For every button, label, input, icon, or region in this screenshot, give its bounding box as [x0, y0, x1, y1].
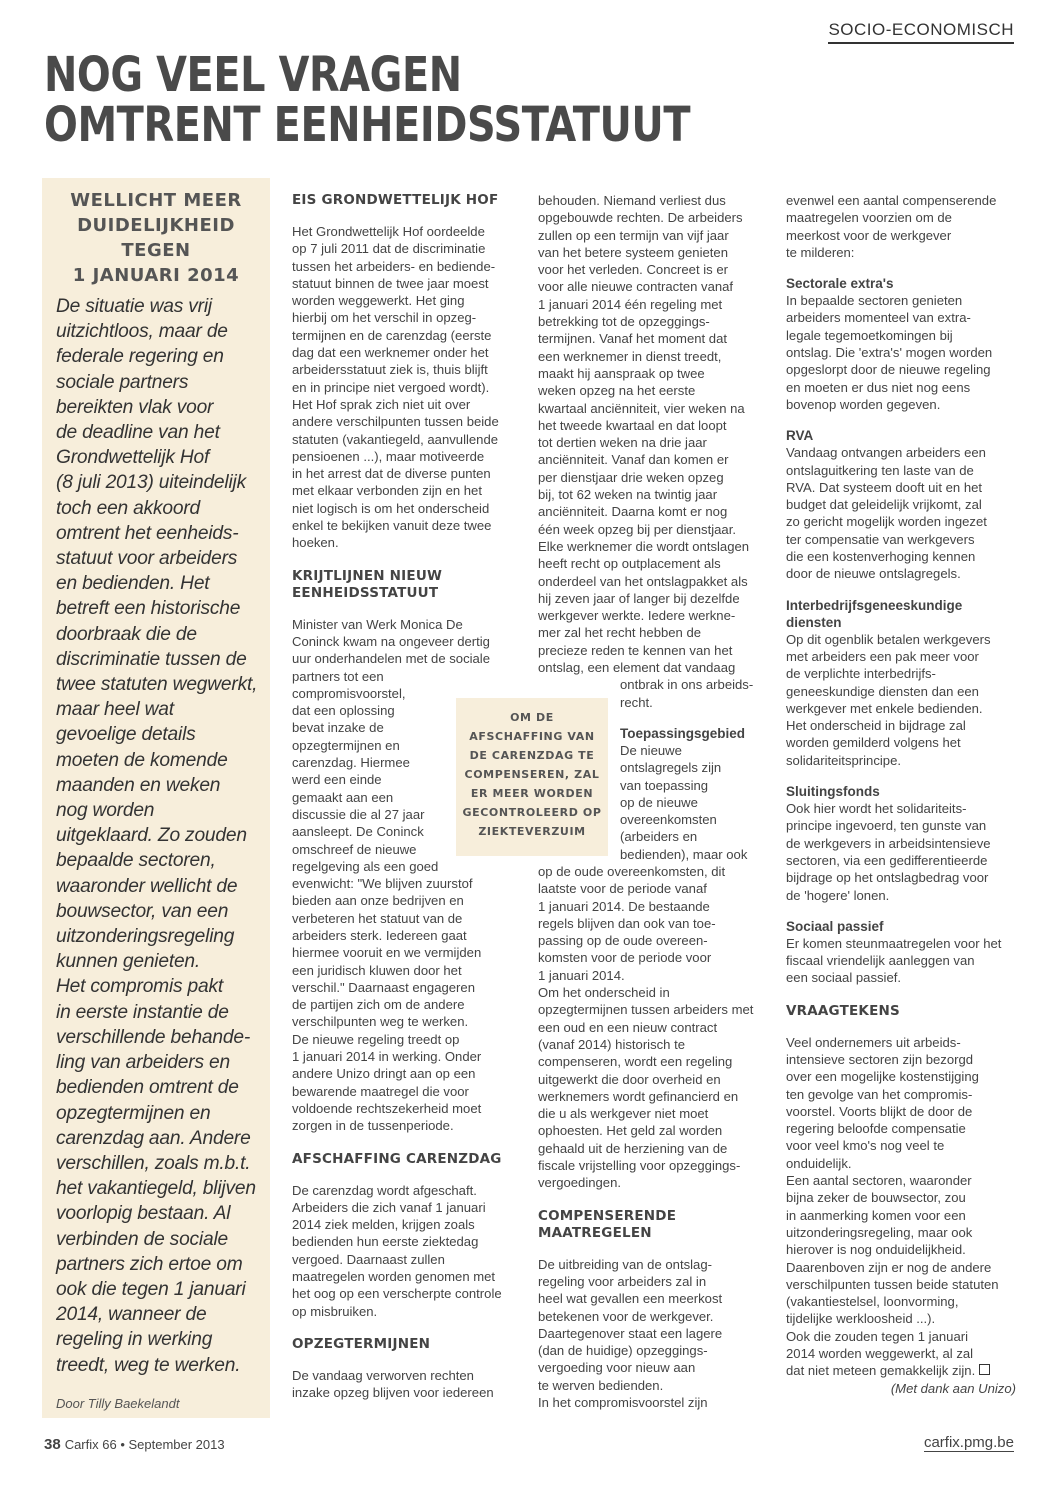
paragraph-compenserende-line: (dan de huidige) opzeggings- [538, 1343, 708, 1359]
paragraph-sluitingsfonds-line: Ook hier wordt het solidariteits- [786, 801, 967, 817]
sidebar-body-line: doorbraak die de [56, 623, 197, 645]
paragraph-opzeg-continued-line: zullen op een termijn van vijf jaar [538, 227, 729, 243]
paragraph-toepassing-line: 1 januari 2014. [538, 967, 625, 983]
paragraph-sectorale-line: opgeslorpt door de nieuwe regeling [786, 362, 991, 378]
headline-line-1: NOG VEEL VRAGEN [44, 47, 462, 103]
heading-inter-line-2: diensten [786, 614, 842, 630]
heading-compens-line-2: MAATREGELEN [538, 1224, 652, 1241]
sidebar-body-line: gevoelige details [56, 724, 196, 746]
paragraph-sectorale-line: arbeiders momenteel van extra- [786, 310, 971, 326]
paragraph-krijtlijnen-line: verschilpunten weg te werken. [292, 1014, 469, 1030]
paragraph-grondwet-line: pensioenen ...), maar motiveerde [292, 448, 485, 464]
paragraph-krijtlijnen-line: 1 januari 2014 in werking. Onder [292, 1049, 482, 1065]
sidebar-body-line: Grondwettelijk Hof [56, 447, 210, 469]
heading-sociaal-passief: Sociaal passief [786, 918, 884, 934]
paragraph-grondwet-line: en in principe niet vergoed wordt). [292, 379, 490, 395]
heading-toepassingsgebied: Toepassingsgebied [620, 725, 746, 741]
paragraph-opzeg-continued-line: betrekking tot de opzeggings- [538, 314, 710, 330]
paragraph-sluitingsfonds-line: de werkgevers in arbeidsintensieve [786, 835, 991, 851]
paragraph-krijtlijnen-line: opzegtermijnen en [292, 737, 400, 753]
paragraph-opzeg-continued-line: onderdeel van het ontslagpakket als [538, 573, 748, 589]
paragraph-grondwet-line: andere verschilpunten tussen beide [292, 414, 499, 430]
paragraph-toepassing-narrow-line: (arbeiders en [620, 829, 698, 845]
paragraph-vraagtekens-line: Veel ondernemers uit arbeids- [786, 1034, 961, 1050]
paragraph-toepassing-line: Om het onderscheid in [538, 985, 670, 1001]
paragraph-vraagtekens-line: Een aantal sectoren, waaronder [786, 1173, 972, 1189]
paragraph-rva-line: die een kostenverhoging kennen [786, 549, 976, 565]
paragraph-rva-line: Vandaag ontvangen arbeiders een [786, 445, 986, 461]
sidebar-body-line: uitzonderingsregeling [56, 926, 235, 948]
sidebar-body-line: maar heel wat [56, 699, 174, 721]
paragraph-krijtlijnen-line: verschil." Daarnaast engageren [292, 979, 475, 995]
sidebar-body-line: opzegtermijnen en [56, 1102, 211, 1124]
paragraph-grondwet-line: Het Hof sprak zich niet uit over [292, 396, 471, 412]
paragraph-compenserende-line: Daartegenover staat een lagere [538, 1325, 723, 1341]
headline [44, 47, 841, 153]
paragraph-krijtlijnen-line: dat een oplossing [292, 703, 395, 719]
paragraph-opzeg-continued-line: Elke werknemer die wordt ontslagen [538, 538, 750, 554]
paragraph-maatregelen-intro-line: te milderen: [786, 244, 855, 260]
sidebar-body-line: bepaalde sectoren, [56, 850, 216, 872]
paragraph-opzeg-continued-line: 1 januari 2014 één regeling met [538, 296, 723, 312]
sidebar-body-line: en bedienden. Het [56, 573, 210, 595]
paragraph-opzeg-continued-line: maakt hij aanspraak op twee [538, 365, 705, 381]
paragraph-vraagtekens-line: tijdelijke werkloosheid ...). [786, 1311, 936, 1327]
paragraph-vraagtekens-line: regering beloofde compensatie [786, 1121, 966, 1137]
paragraph-krijtlijnen-line: regelgeving als een goed [292, 858, 439, 874]
sidebar-body-line: verschillen, zoals m.b.t. [56, 1152, 251, 1174]
paragraph-toepassing-line: die u als werkgever niet moet [538, 1106, 709, 1122]
paragraph-sectorale-line: In bepaalde sectoren genieten [786, 293, 963, 309]
sidebar-body-line: (8 juli 2013) uiteindelijk [56, 472, 246, 494]
sidebar-body-line: het vakantiegeld, blijven [56, 1178, 256, 1200]
paragraph-sluitingsfonds-line: sectoren, via een gedifferentieerde [786, 852, 988, 868]
sidebar-body-line: waaronder wellicht de [56, 875, 238, 897]
paragraph-krijtlijnen-line: gemaakt aan een [292, 789, 394, 805]
end-square-icon [979, 1364, 990, 1375]
paragraph-vraagtekens-line: voor veel kmo's nog veel te [786, 1138, 945, 1154]
pull-quote-line: GECONTROLEERD OP [462, 806, 602, 819]
paragraph-carenzdag-line: De carenzdag wordt afgeschaft. [292, 1182, 477, 1198]
paragraph-krijtlijnen-line: Coninck kwam na ongeveer dertig [292, 633, 490, 649]
credit-line: (Met dank aan Unizo) [890, 1380, 1016, 1396]
paragraph-toepassing-narrow-line: ontslagregels zijn [620, 760, 722, 776]
paragraph-sluitingsfonds-line: principe ingevoerd, ten gunste van [786, 818, 987, 834]
paragraph-toepassing-line: (vanaf 2014) historisch te [538, 1036, 686, 1052]
headline-line-2: OMTRENT EENHEIDSSTATUUT [44, 97, 691, 153]
paragraph-toepassing-line: 1 januari 2014. De bestaande [538, 898, 710, 914]
paragraph-opzeg-tail [538, 676, 766, 711]
paragraph-opzeg-continued-line: kwartaal anciënniteit, vier weken na [538, 400, 745, 416]
paragraph-krijtlijnen [292, 616, 520, 1135]
paragraph-interbedrijfs-line: worden gemilderd volgens het [786, 735, 961, 751]
paragraph-sociaal-passief-line: fiscaal vriendelijk aanleggen van [786, 953, 975, 969]
paragraph-interbedrijfs-line: met arbeiders een pak meer voor [786, 648, 979, 664]
sidebar-body-line: 2014, wanneer de [56, 1304, 207, 1326]
paragraph-carenzdag-line: vergoed. Daarnaast zullen [292, 1251, 445, 1267]
paragraph-opzeg-continued-line: per dienstjaar drie weken opzeg [538, 469, 724, 485]
heading-krijtlijnen [292, 568, 520, 602]
paragraph-rva-line: ontslaguitkering ten laste van de [786, 462, 974, 478]
paragraph-krijtlijnen-line: bieden aan onze bedrijven en [292, 893, 464, 909]
paragraph-krijtlijnen-line: compromisvoorstel, [292, 685, 406, 701]
paragraph-krijtlijnen-line: De nieuwe regeling treedt op [292, 1031, 460, 1047]
paragraph-rva-line: budget dat geleidelijk vrijkomt, zal [786, 497, 982, 513]
paragraph-vraagtekens-line: intensieve sectoren zijn bezorgd [786, 1051, 974, 1067]
paragraph-toepassing-line: werknemers wordt gefinancierd en [538, 1088, 739, 1104]
paragraph-krijtlijnen-line: verbeteren het statuut van de [292, 910, 463, 926]
sidebar-body-line: ook die tegen 1 januari [56, 1278, 246, 1300]
sidebar-body-line: bouwsector, van een [56, 900, 229, 922]
paragraph-toepassing-narrow-line: overeenkomsten [620, 812, 717, 828]
paragraph-krijtlijnen-line: een juridisch kluwen door het [292, 962, 462, 978]
heading-krijtlijnen-line-2: EENHEIDSSTATUUT [292, 584, 439, 601]
paragraph-krijtlijnen-line: bewarende maatregel die voor [292, 1083, 469, 1099]
paragraph-carenzdag-line: 2014 ziek melden, krijgen zoals [292, 1217, 475, 1233]
sidebar-body-line: twee statuten wegwerkt, [56, 674, 258, 696]
heading-rva: RVA [786, 428, 814, 444]
paragraph-opzeg-continued-line: tot dertien weken na drie jaar [538, 435, 707, 451]
paragraph-toepassing-line: een oud en een nieuw contract [538, 1019, 718, 1035]
paragraph-vraagtekens-line: bijna zeker de bouwsector, zou [786, 1190, 966, 1206]
byline: Door Tilly Baekelandt [56, 1395, 180, 1411]
paragraph-toepassing-line: fiscale vrijstelling voor opzeggings- [538, 1158, 741, 1174]
column-3 [786, 192, 1016, 1397]
sidebar-body-line: in eerste instantie de [56, 1001, 229, 1023]
paragraph-opzeg-continued-line: één week opzeg bij per dienstjaar. [538, 521, 736, 537]
paragraph-vraagtekens-line: verschilpunten tussen beide statuten [786, 1276, 999, 1292]
pull-quote-line: DE CARENZDAG TE [469, 749, 595, 762]
paragraph-krijtlijnen-line: carenzdag. Hiermee [292, 755, 410, 771]
paragraph-opzeg-continued-line: precieze reden te kennen van het [538, 642, 733, 658]
paragraph-toepassing-narrow-line: De nieuwe [620, 742, 682, 758]
paragraph-compenserende-line: vergoeding voor nieuw aan [538, 1360, 696, 1376]
sidebar-body-line: uitgeklaard. Zo zouden [56, 825, 247, 847]
heading-opzegtermijnen: OPZEGTERMIJNEN [292, 1335, 431, 1352]
paragraph-rva-line: RVA. Dat systeem dooft uit en het [786, 479, 983, 495]
paragraph-krijtlijnen-line: omschreef de nieuwe [292, 841, 417, 857]
paragraph-krijtlijnen-line: partners tot een [292, 668, 384, 684]
sidebar-body-line: statuut voor arbeiders [56, 548, 238, 570]
paragraph-opzeg-continued-line: ontslag, een element dat vandaag [538, 660, 736, 676]
paragraph-krijtlijnen-line: arbeiders sterk. Iedereen gaat [292, 927, 467, 943]
sidebar-body-line: nog worden [56, 800, 155, 822]
paragraph-toepassing-narrow-line: van toepassing [620, 777, 709, 793]
paragraph-toepassing-line: regels blijven dan ook van toe- [538, 915, 716, 931]
sidebar-body-line: omtrent het eenheids- [56, 522, 239, 544]
paragraph-rva-line: door de nieuwe ontslagregels. [786, 566, 961, 582]
paragraph-grondwet-line: op 7 juli 2011 dat de discriminatie [292, 241, 486, 257]
paragraph-carenzdag-line: op misbruiken. [292, 1303, 378, 1319]
sidebar-body-line: verschillende behande- [56, 1026, 251, 1048]
pull-quote-line: ZIEKTEVERZUIM [478, 825, 586, 838]
paragraph-vraagtekens-line: 2014 worden weggewerkt, al zal [786, 1346, 974, 1362]
paragraph-toepassing-line: gehaald uit de herziening van de [538, 1140, 728, 1156]
sidebar-body-line: regeling in werking [56, 1329, 213, 1351]
paragraph-opzeg-continued-line: het tweede kwartaal en dat loopt [538, 417, 727, 433]
sidebar-body-line: bereikten vlak voor [56, 396, 214, 418]
paragraph-opzeg-continued-line: voor alle nieuwe contracten vanaf [538, 279, 734, 295]
paragraph-interbedrijfs-line: solidariteitsprincipe. [786, 752, 901, 768]
paragraph-grondwet-line: hoeken. [292, 535, 339, 551]
paragraph-carenzdag-line: maatregelen worden genomen met [292, 1269, 496, 1285]
section-tag: SOCIO-ECONOMISCH [828, 20, 1014, 44]
paragraph-interbedrijfs-line: Op dit ogenblik betalen werkgevers [786, 631, 991, 647]
paragraph-toepassing-line: vergoedingen. [538, 1175, 621, 1191]
paragraph-sociaal-passief [786, 935, 1016, 987]
paragraph-toepassing [538, 863, 766, 1192]
paragraph-vraagtekens-line: ten gevolge van het compromis- [786, 1086, 973, 1102]
paragraph-krijtlijnen-line: voldoende rechtszekerheid moet [292, 1100, 482, 1116]
pull-quote-line: ER MEER WORDEN [470, 787, 594, 800]
paragraph-grondwet [292, 223, 520, 552]
paragraph-opzegtermijnen [292, 1367, 520, 1402]
heading-compens-line-1: COMPENSERENDE [538, 1207, 677, 1224]
paragraph-krijtlijnen-line: de partijen zich om de andere [292, 997, 465, 1013]
paragraph-sectorale-line: legale tegemoetkomingen bij [786, 327, 953, 343]
paragraph-opzeg-continued-line: anciënniteit. Daarna komt er nog [538, 504, 728, 520]
paragraph-interbedrijfs-line: geneeskundige diensten dan een [786, 683, 979, 699]
sidebar-body-line: treedt, weg te werken. [56, 1354, 241, 1376]
paragraph-opzeg-continued-line: bij, tot 62 weken na twintig jaar [538, 487, 718, 503]
paragraph-compenserende-line: heel wat gevallen een meerkost [538, 1291, 723, 1307]
paragraph-krijtlijnen-line: Minister van Werk Monica De [292, 616, 463, 632]
issue-info: Carfix 66 • September 2013 [64, 1437, 225, 1452]
paragraph-opzegtermijnen-line: inzake opzeg blijven voor iedereen [292, 1385, 494, 1401]
paragraph-vraagtekens [786, 1034, 1016, 1380]
paragraph-maatregelen-intro-line: evenwel een aantal compenserende [786, 193, 997, 208]
paragraph-maatregelen-intro-line: maatregelen voorzien om de [786, 210, 952, 226]
paragraph-toepassing-narrow [538, 742, 766, 863]
paragraph-carenzdag [292, 1182, 520, 1320]
sidebar-body-line: sociale partners [56, 371, 189, 393]
heading-eis-grondwettelijk-hof: EIS GRONDWETTELIJK HOF [292, 192, 499, 208]
paragraph-sectorale-line: bovenop worden gegeven. [786, 396, 941, 412]
paragraph-sectorale-line: ontslag. Die 'extra's' mogen worden [786, 345, 993, 361]
paragraph-krijtlijnen-line: evenwicht: "We blijven zuurstof [292, 876, 473, 892]
paragraph-toepassing-line: komsten voor de periode voor [538, 950, 712, 966]
paragraph-toepassing-narrow-line: bedienden), maar ook [620, 846, 748, 862]
paragraph-interbedrijfs-line: Het onderscheid in bijdrage zal [786, 718, 966, 734]
paragraph-sociaal-passief-line: Er komen steunmaatregelen voor het [786, 935, 1002, 951]
paragraph-grondwet-line: worden weggewerkt. Het ging [292, 293, 465, 309]
paragraph-opzeg-continued-line: een werknemer in dienst treedt, [538, 348, 722, 364]
pull-quote-line: AFSCHAFFING VAN [469, 730, 595, 743]
paragraph-krijtlijnen-line: aansleept. De Coninck [292, 824, 424, 840]
paragraph-rva-line: ter compensatie van werkgevers [786, 531, 975, 547]
sidebar-title-line: 1 JANUARI 2014 [72, 265, 240, 286]
heading-inter-line-1: Interbedrijfsgeneeskundige [786, 597, 963, 613]
paragraph-toepassing-line: laatste voor de periode vanaf [538, 881, 707, 897]
sidebar-body [56, 294, 256, 1378]
paragraph-sluitingsfonds-line: de 'hogere' lonen. [786, 887, 890, 903]
paragraph-opzeg-continued-line: heeft recht op outplacement als [538, 556, 721, 572]
paragraph-opzeg-continued [538, 192, 766, 676]
paragraph-opzeg-continued-line: werkgever werkte. Iedere werkne- [538, 608, 736, 624]
sidebar-title [56, 188, 256, 288]
paragraph-opzeg-continued-line: voor het verleden. Concreet is er [538, 262, 728, 278]
paragraph-grondwet-line: niet logisch is om het onderscheid [292, 500, 490, 516]
heading-vraagtekens: VRAAGTEKENS [786, 1002, 900, 1019]
paragraph-maatregelen-intro-line: meerkost voor de werkgever [786, 227, 952, 243]
paragraph-opzegtermijnen-line: De vandaag verworven rechten [292, 1367, 474, 1383]
paragraph-krijtlijnen-line: werd een einde [292, 772, 382, 788]
page-number: 38 [44, 1436, 61, 1453]
paragraph-grondwet-line: dag dat een werknemer onder het [292, 345, 489, 361]
paragraph-interbedrijfs-line: werkgever met enkele bedienden. [786, 700, 983, 716]
heading-sluitingsfonds: Sluitingsfonds [786, 784, 880, 800]
paragraph-vraagtekens-line: onduidelijk. [786, 1155, 852, 1171]
paragraph-grondwet-line: in het arrest dat de diverse punten [292, 466, 491, 482]
paragraph-opzeg-continued-line: opgebouwde rechten. De arbeiders [538, 210, 743, 226]
paragraph-compenserende [538, 1256, 766, 1412]
pull-quote-line: COMPENSEREN, ZAL [464, 768, 600, 781]
sidebar-body-line: ling van arbeiders en [56, 1052, 230, 1074]
sidebar-body-line: voorlopig bestaan. Al [56, 1203, 231, 1225]
paragraph-opzeg-tail-line: ontbrak in ons arbeids- [620, 677, 754, 693]
sidebar-body-line: partners zich ertoe om [56, 1253, 243, 1275]
paragraph-opzeg-continued-line: behouden. Niemand verliest dus [538, 193, 726, 208]
paragraph-sectorale [786, 292, 1016, 413]
paragraph-toepassing-line: ophoesten. Het geld zal worden [538, 1123, 723, 1139]
paragraph-sociaal-passief-line: een sociaal passief. [786, 970, 902, 986]
paragraph-interbedrijfs-line: de verplichte interbedrijfs- [786, 666, 936, 682]
paragraph-opzeg-continued-line: hij zeven jaar of langer bij dezelfde [538, 590, 740, 606]
sidebar-body-line: verbinden de sociale [56, 1228, 229, 1250]
paragraph-grondwet-line: tussen het arbeiders- en bediende- [292, 258, 496, 274]
sidebar-body-line: betreft een historische [56, 598, 241, 620]
paragraph-opzeg-continued-line: mer zal het recht hebben de [538, 625, 702, 641]
paragraph-carenzdag-line: bedienden hun eerste ziektedag [292, 1234, 479, 1250]
paragraph-toepassing-line: passing op de oude overeen- [538, 933, 708, 949]
paragraph-grondwet-line: termijnen en de carenzdag (eerste [292, 327, 492, 343]
sidebar-body-line: uitzichtloos, maar de [56, 321, 228, 343]
paragraph-sectorale-line: en moeten er dus niet nog eens [786, 379, 971, 395]
paragraph-grondwet-line: met elkaar verbonden zijn en het [292, 483, 482, 499]
heading-krijtlijnen-line-1: KRIJTLIJNEN NIEUW [292, 567, 443, 584]
paragraph-rva-line: zo gericht mogelijk worden ingezet [786, 514, 987, 530]
pull-quote-line: OM DE [510, 711, 554, 724]
paragraph-grondwet-line: statuut binnen de twee jaar moest [292, 275, 489, 291]
sidebar-title-line: TEGEN [121, 240, 191, 261]
intro-sidebar [42, 178, 270, 1418]
heading-afschaffing-carenzdag: AFSCHAFFING CARENZDAG [292, 1150, 502, 1167]
paragraph-krijtlijnen-line: andere Unizo dringt aan op een [292, 1066, 476, 1082]
heading-compenserende-maatregelen [538, 1208, 766, 1242]
sidebar-body-line: discriminatie tussen de [56, 648, 247, 670]
paragraph-opzeg-continued-line: weken opzeg na het eerste [538, 383, 696, 399]
sidebar-body-line: de deadline van het [56, 422, 220, 444]
paragraph-krijtlijnen-line: uur onderhandelen met de sociale [292, 651, 490, 667]
paragraph-carenzdag-line: Arbeiders die zich vanaf 1 januari [292, 1199, 486, 1215]
footer-issue [44, 1436, 225, 1453]
sidebar-title-line: DUIDELIJKHEID [77, 215, 235, 236]
paragraph-grondwet-line: statuten (vakantiegeld, aanvullende [292, 431, 499, 447]
sidebar-body-line: carenzdag aan. Andere [56, 1127, 251, 1149]
sidebar-body-line: bedienden omtrent de [56, 1077, 239, 1099]
paragraph-vraagtekens-line: hierover is nog onduidelijkheid. [786, 1242, 966, 1258]
paragraph-interbedrijfs [786, 631, 1016, 769]
paragraph-krijtlijnen-line: zorgen in de tussenperiode. [292, 1118, 454, 1134]
column-2 [538, 192, 766, 1411]
paragraph-grondwet-line: arbeidersstatuut ziek is, thuis blijft [292, 362, 488, 378]
sidebar-body-line: federale regering en [56, 346, 224, 368]
paragraph-grondwet-line: enkel te bekijken vanuit deze twee [292, 518, 492, 534]
paragraph-opzeg-tail-line: recht. [620, 694, 653, 710]
paragraph-vraagtekens-line: uitzonderingsregeling, maar ook [786, 1224, 973, 1240]
paragraph-grondwet-line: Het Grondwettelijk Hof oordeelde [292, 224, 485, 239]
paragraph-compenserende-line: betekenen voor de werkgever. [538, 1308, 714, 1324]
paragraph-compenserende-line: De uitbreiding van de ontslag- [538, 1256, 712, 1272]
paragraph-vraagtekens-line: (vakantiestelsel, loonvorming, [786, 1294, 959, 1310]
paragraph-compenserende-line: regeling voor arbeiders zal in [538, 1273, 707, 1289]
paragraph-vraagtekens-line: Ook die zouden tegen 1 januari [786, 1328, 968, 1344]
paragraph-opzeg-continued-line: termijnen. Vanaf het moment dat [538, 331, 727, 347]
paragraph-rva [786, 444, 1016, 582]
paragraph-vraagtekens-line: over een mogelijke kostenstijging [786, 1069, 979, 1085]
paragraph-vraagtekens-line: voorstel. Voorts blijkt de door de [786, 1103, 973, 1119]
paragraph-opzeg-continued-line: anciënniteit. Vanaf dan komen er [538, 452, 729, 468]
heading-sectorale-extras: Sectorale extra's [786, 276, 894, 292]
sidebar-title-line: WELLICHT MEER [70, 190, 242, 211]
paragraph-vraagtekens-line: in aanmerking komen voor een [786, 1207, 966, 1223]
sidebar-body-line: moeten de komende [56, 749, 228, 771]
sidebar-body-line: maanden en weken [56, 774, 221, 796]
paragraph-krijtlijnen-line: bevat inzake de [292, 720, 384, 736]
paragraph-toepassing-line: uitgewerkt die door overheid en [538, 1071, 721, 1087]
paragraph-krijtlijnen-line: hiermee vooruit en we vermijden [292, 945, 482, 961]
paragraph-opzeg-continued-line: van het betere systeem genieten [538, 244, 728, 260]
paragraph-compenserende-line: te werven bedienden. [538, 1377, 664, 1393]
sidebar-body-line: Het compromis pakt [56, 976, 224, 998]
paragraph-toepassing-narrow-line: op de nieuwe [620, 794, 698, 810]
paragraph-vraagtekens-line: dat niet meteen gemakkelijk zijn. [786, 1362, 1016, 1379]
paragraph-compenserende-line: In het compromisvoorstel zijn [538, 1395, 708, 1410]
sidebar-body-line: De situatie was vrij [56, 296, 212, 317]
sidebar-body-line: toch een akkoord [56, 497, 201, 519]
paragraph-sluitingsfonds [786, 800, 1016, 904]
paragraph-toepassing-line: opzegtermijnen tussen arbeiders met [538, 1002, 754, 1018]
heading-interbedrijfsgeneeskundige [786, 597, 1016, 631]
footer-url[interactable]: carfix.pmg.be [923, 1434, 1014, 1451]
paragraph-toepassing-line: op de oude overeenkomsten, dit [538, 863, 726, 879]
paragraph-maatregelen-intro [786, 192, 1016, 261]
paragraph-vraagtekens-line: Daarenboven zijn er nog de andere [786, 1259, 992, 1275]
sidebar-body-line: kunnen genieten. [56, 951, 201, 973]
paragraph-krijtlijnen-line: discussie die al 27 jaar [292, 806, 425, 822]
paragraph-carenzdag-line: het oog op een verscherpte controle [292, 1286, 502, 1302]
paragraph-grondwet-line: hierbij om het verschil in opzeg- [292, 310, 477, 326]
paragraph-sluitingsfonds-line: bijdrage op het ontslagbedrag voor [786, 870, 989, 886]
paragraph-toepassing-line: compenseren, wordt een regeling [538, 1054, 733, 1070]
